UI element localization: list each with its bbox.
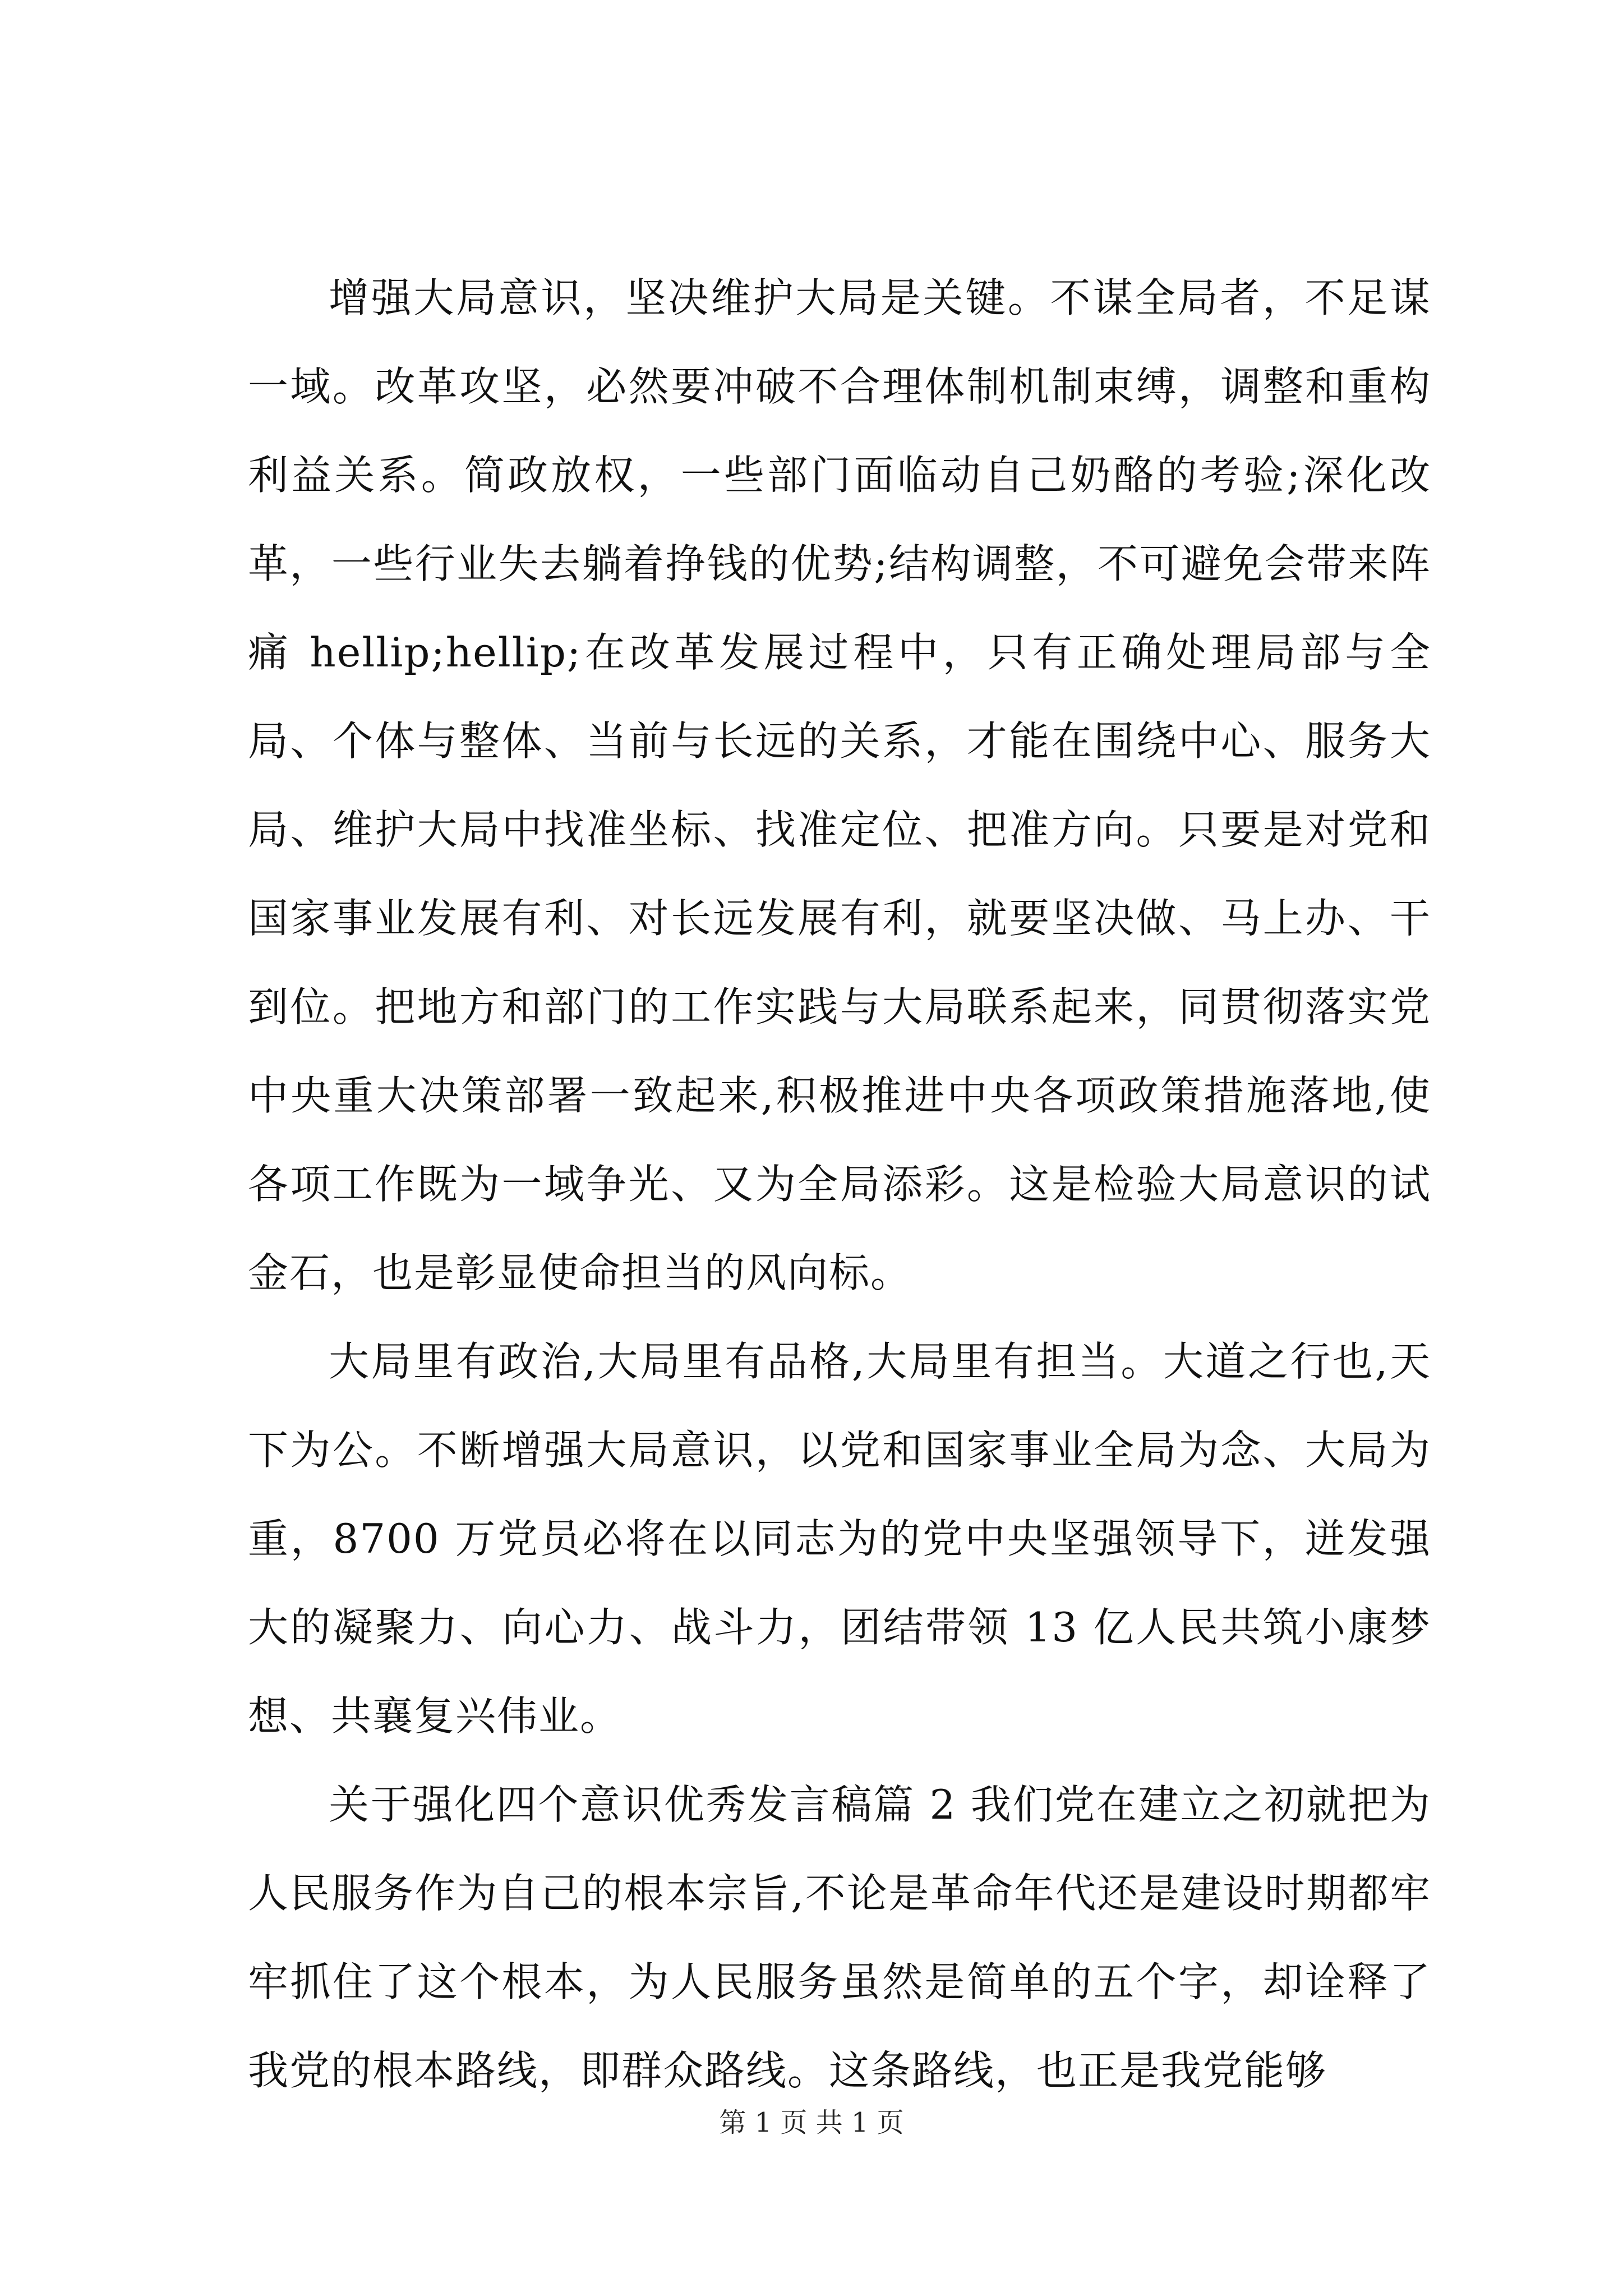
paragraph-3: 关于强化四个意识优秀发言稿篇 2 我们党在建立之初就把为人民服务作为自己的根本宗旨,不论是革命年代还是建设时期都牢牢抓住了这个根本，为人民服务虽然是简单的五个字，却诠释了我党的根本路线，即群众路线。这条路线，也正是我党能够 bbox=[248, 1781, 1431, 2094]
page-footer: 第 1 页 共 1 页 bbox=[719, 2107, 904, 2138]
document-body bbox=[248, 254, 1431, 2115]
paragraph-2: 大局里有政治,大局里有品格,大局里有担当。大道之行也,天下为公。不断增强大局意识，以党和国家事业全局为念、大局为重，8700 万党员必将在以同志为的党中央坚强领导下，迸发强大的凝聚力、向心力、战斗力，团结带领 13 亿人民共筑小康梦想、共襄复兴伟业。 bbox=[248, 1338, 1431, 1740]
paragraph-1: 增强大局意识，坚决维护大局是关键。不谋全局者，不足谋一域。改革攻坚，必然要冲破不合理体制机制束缚，调整和重构利益关系。简政放权，一些部门面临动自己奶酪的考验;深化改革，一些行业失去躺着挣钱的优势;结构调整，不可避免会带来阵痛 hellip;hellip;在改革发展过程中，只有正确处理局部与全局、个体与整体、当前与长远的关系，才能在围绕中心、服务大局、维护大局中找准坐标、找准定位、把准方向。只要是对党和国家事业发展有利、对长远发展有利，就要坚决做、马上办、干到位。把地方和部门的工作实践与大局联系起来，同贯彻落实党中央重大决策部署一致起来,积极推进中央各项政策措施落地,使各项工作既为一域争光、又为全局添彩。这是检验大局意识的试金石，也是彰显使命担当的风向标。 bbox=[248, 274, 1431, 1296]
